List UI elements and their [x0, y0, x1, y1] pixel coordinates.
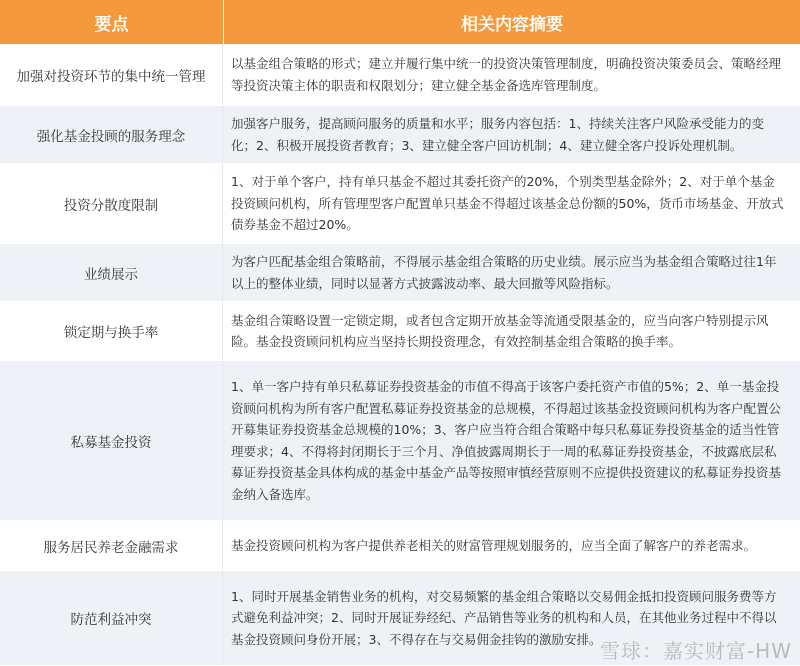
row-value: 基金组合策略设置一定锁定期，或者包含定期开放基金等流通受限基金的，应当向客户特别提示风险。基金投资顾问机构应当坚持长期投资理念，有效控制基金组合策略的换手率。	[231, 312, 769, 349]
row-value: 以基金组合策略的形式；建立并履行集中统一的投资决策管理制度，明确投资决策委员会、策略经理等投资决策主体的职责和权限划分；建立健全基金备选库管理制度。	[231, 56, 782, 93]
row-key: 服务居民养老金融需求	[0, 521, 223, 570]
row-value: 1、单一客户持有单只私募证券投资基金的市值不得高于该客户委托资产市值的5%；2、单一基金投资顾问机构为所有客户配置私募证券投资基金的总规模，不得超过该基金投资顾问机构为客户配置公开募集证券投资基金总规模的10%；3、客户应当符合组合策略中每只私募证券投资基金的适当性管理要求；4、不得将封闭期长于三个月、净值披露周期长于一周的私募证券投资基金，不披露底层私募证券投资基金具体构成的基金中基金产品等按照审慎经营原则不应提供投资建议的私募证券投资基金纳入备选库。	[231, 379, 782, 502]
row-value: 1、同时开展基金销售业务的机构，对交易频繁的基金组合策略以交易佣金抵扣投资顾问服务费等方式避免利益冲突；2、同时开展证券经纪、产品销售等业务的机构和人员，在其他业务过程中不得以基金投资顾问身份开展；3、不得存在与交易佣金挂钩的激励安排。	[231, 588, 777, 647]
table-row	[0, 361, 800, 521]
row-value: 加强客户服务，提高顾问服务的质量和水平；服务内容包括：1、持续关注客户风险承受能力的变化；2、积极开展投资者教育；3、建立健全客户回访机制；4、建立健全客户投诉处理机制。	[231, 116, 764, 153]
row-value: 为客户匹配基金组合策略前，不得展示基金组合策略的历史业绩。展示应当为基金组合策略过往1年以上的整体业绩，同时以显著方式披露波动率、最大回撤等风险指标。	[231, 254, 777, 291]
table-row	[0, 244, 800, 302]
table-row	[0, 164, 800, 244]
row-key: 业绩展示	[0, 244, 223, 301]
table-row	[0, 521, 800, 571]
row-key: 强化基金投顾的服务理念	[0, 106, 223, 163]
table-row	[0, 106, 800, 164]
row-key: 防范利益冲突	[0, 571, 223, 665]
header-summary: 相关内容摘要	[223, 0, 800, 44]
table-header	[0, 0, 800, 44]
row-value: 基金投资顾问机构为客户提供养老相关的财富管理规划服务的，应当全面了解客户的养老需求。	[231, 537, 757, 553]
watermark-text: 雪球：嘉实财富-HW	[599, 639, 792, 663]
header-key-points: 要点	[94, 14, 129, 35]
row-key: 加强对投资环节的集中统一管理	[0, 44, 223, 105]
row-key: 锁定期与换手率	[0, 302, 223, 360]
row-key: 投资分散度限制	[0, 164, 223, 243]
table-row	[0, 44, 800, 106]
row-key: 私募基金投资	[0, 361, 223, 520]
table-row	[0, 302, 800, 361]
row-value: 1、对于单个客户，持有单只基金不超过其委托资产的20%，个别类型基金除外；2、对于单个基金投资顾问机构，所有管理型客户配置单只基金不得超过该基金总份额的50%，货币市场基金、开放式债券基金不超过20%。	[231, 174, 784, 233]
